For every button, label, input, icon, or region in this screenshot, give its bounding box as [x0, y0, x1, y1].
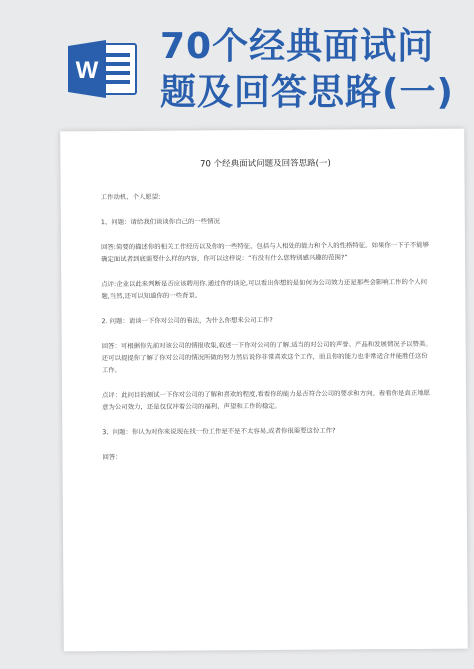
paragraph: 点评:企业以此来判断是否应该聘用你.通过你的谈论,可以看出你想的是如何为公司效力还是那些会影响工作的个人问题,当然,还可以知道你的一些背景。	[101, 277, 428, 301]
banner	[0, 0, 474, 130]
document-title: 70 个经典面试问题及回答思路(一)	[200, 158, 331, 170]
document-body	[100, 157, 432, 476]
word-icon	[66, 38, 138, 100]
document-page	[60, 129, 468, 652]
paragraph: 3、问题：你认为对你来说现在找一份工作是不是不太容易,或者你很需要这份工作?	[102, 426, 336, 437]
banner-title: 70个经典面试问题及回答思路(一)	[160, 26, 454, 113]
section-heading: 工作动机、个人愿望:	[100, 192, 161, 202]
paragraph: 2. 问题：请谈一下你对公司的看法，为什么你想来公司工作?	[101, 315, 273, 326]
paragraph: 回答:简要的描述你的相关工作经历以及你的一些特征，包括与人相处的能力和个人的性格特征。如果你一下子不能够确定面试者到底需要什么样的内容，你可以这样说：“有没有什么您特别感兴趣的范围?”	[100, 240, 430, 264]
paragraph: 回答：可根据你先前对该公司的情报收集,叙述一下你对公司的了解.适当的对公司的声誉、产品和发展情况予以赞美。还可以提提你了解了你对公司的情况所做的努力然后说你非常喜欢这个工作，而且你的能力也非常适合并能胜任这份工作。	[101, 339, 432, 375]
paragraph: 点评：此问目的测试一下你对公司的了解和喜欢的程度,看看你的能力是否符合公司的要求和方向。看看你是真正地愿意为公司效力，还是仅仅冲着公司的福利、声望和工作的稳定。	[102, 388, 431, 412]
paragraph: 回答：	[102, 452, 122, 462]
paragraph: 1、问题：请给我们谈谈你自己的一些情况	[100, 217, 220, 227]
svg-text:W: W	[75, 57, 99, 84]
